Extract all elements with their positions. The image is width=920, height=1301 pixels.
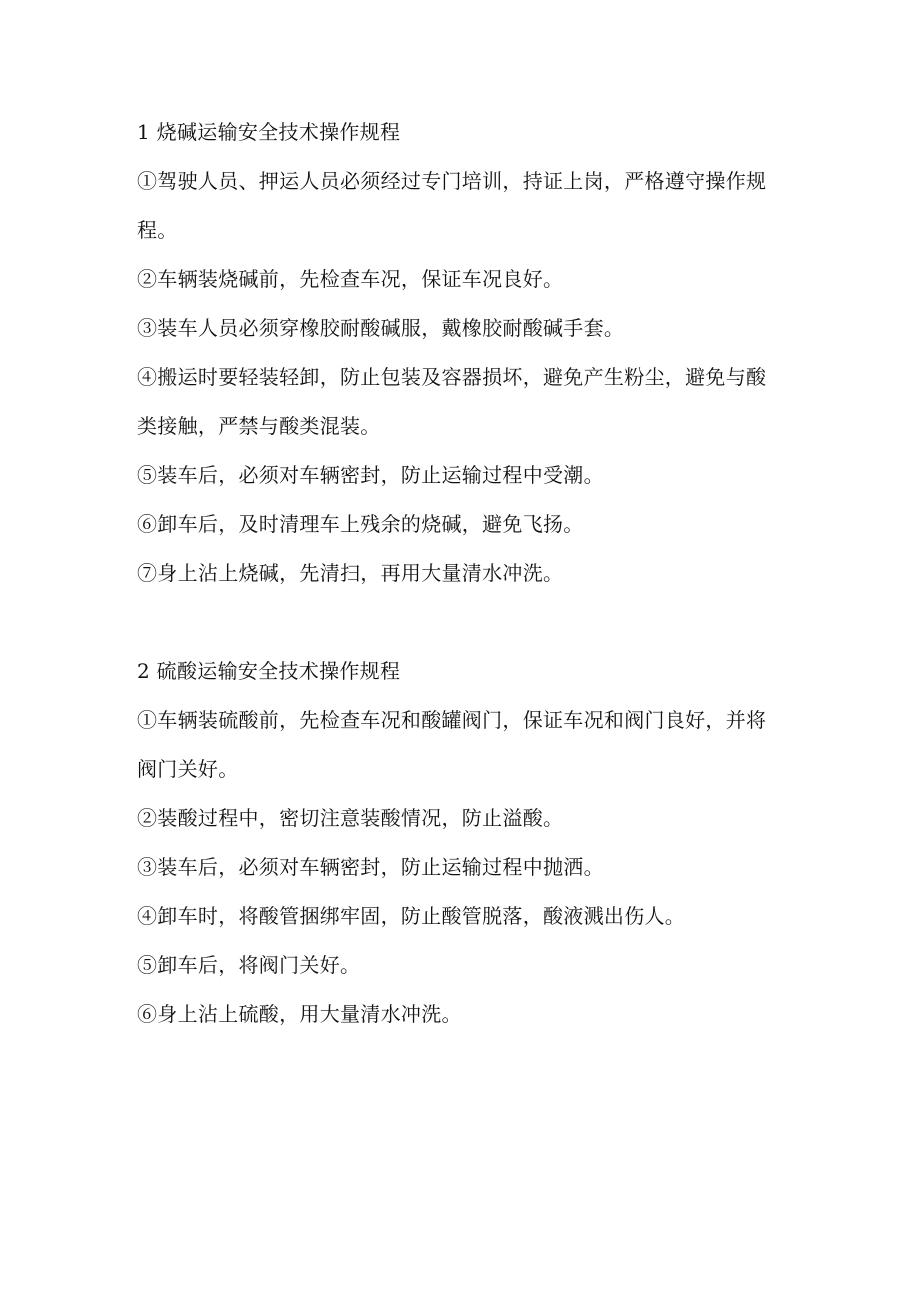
section-title: 2 硫酸运输安全技术操作规程 [137,659,401,683]
list-item: ③装车人员必须穿橡胶耐酸碱服，戴橡胶耐酸碱手套。 [137,316,625,340]
list-item: ⑥身上沾上硫酸，用大量清水冲洗。 [137,1002,462,1026]
list-item: ⑤卸车后，将阀门关好。 [137,953,361,977]
list-item: ①车辆装硫酸前，先检查车况和酸罐阀门，保证车况和阀门良好，并将阀门关好。 [137,708,767,781]
list-item: ④搬运时要轻装轻卸，防止包装及容器损坏，避免产生粉尘，避免与酸类接触，严禁与酸类混装。 [137,365,767,438]
list-item: ⑦身上沾上烧碱，先清扫，再用大量清水冲洗。 [137,561,564,585]
list-item: ③装车后，必须对车辆密封，防止运输过程中抛洒。 [137,855,604,879]
list-item: ④卸车时，将酸管捆绑牢固，防止酸管脱落，酸液溅出伤人。 [137,904,686,928]
list-item: ①驾驶人员、押运人员必须经过专门培训，持证上岗，严格遵守操作规程。 [137,169,767,242]
list-item: ⑤装车后，必须对车辆密封，防止运输过程中受潮。 [137,463,604,487]
list-item: ②车辆装烧碱前，先检查车况，保证车况良好。 [137,267,564,291]
section-sulfuric-acid [137,647,777,1039]
list-item: ⑥卸车后，及时清理车上残余的烧碱，避免飞扬。 [137,512,584,536]
list-item: ②装酸过程中，密切注意装酸情况，防止溢酸。 [137,806,564,830]
section-title: 1 烧碱运输安全技术操作规程 [137,120,401,144]
section-caustic-soda [137,108,777,598]
document-page [137,108,777,1088]
